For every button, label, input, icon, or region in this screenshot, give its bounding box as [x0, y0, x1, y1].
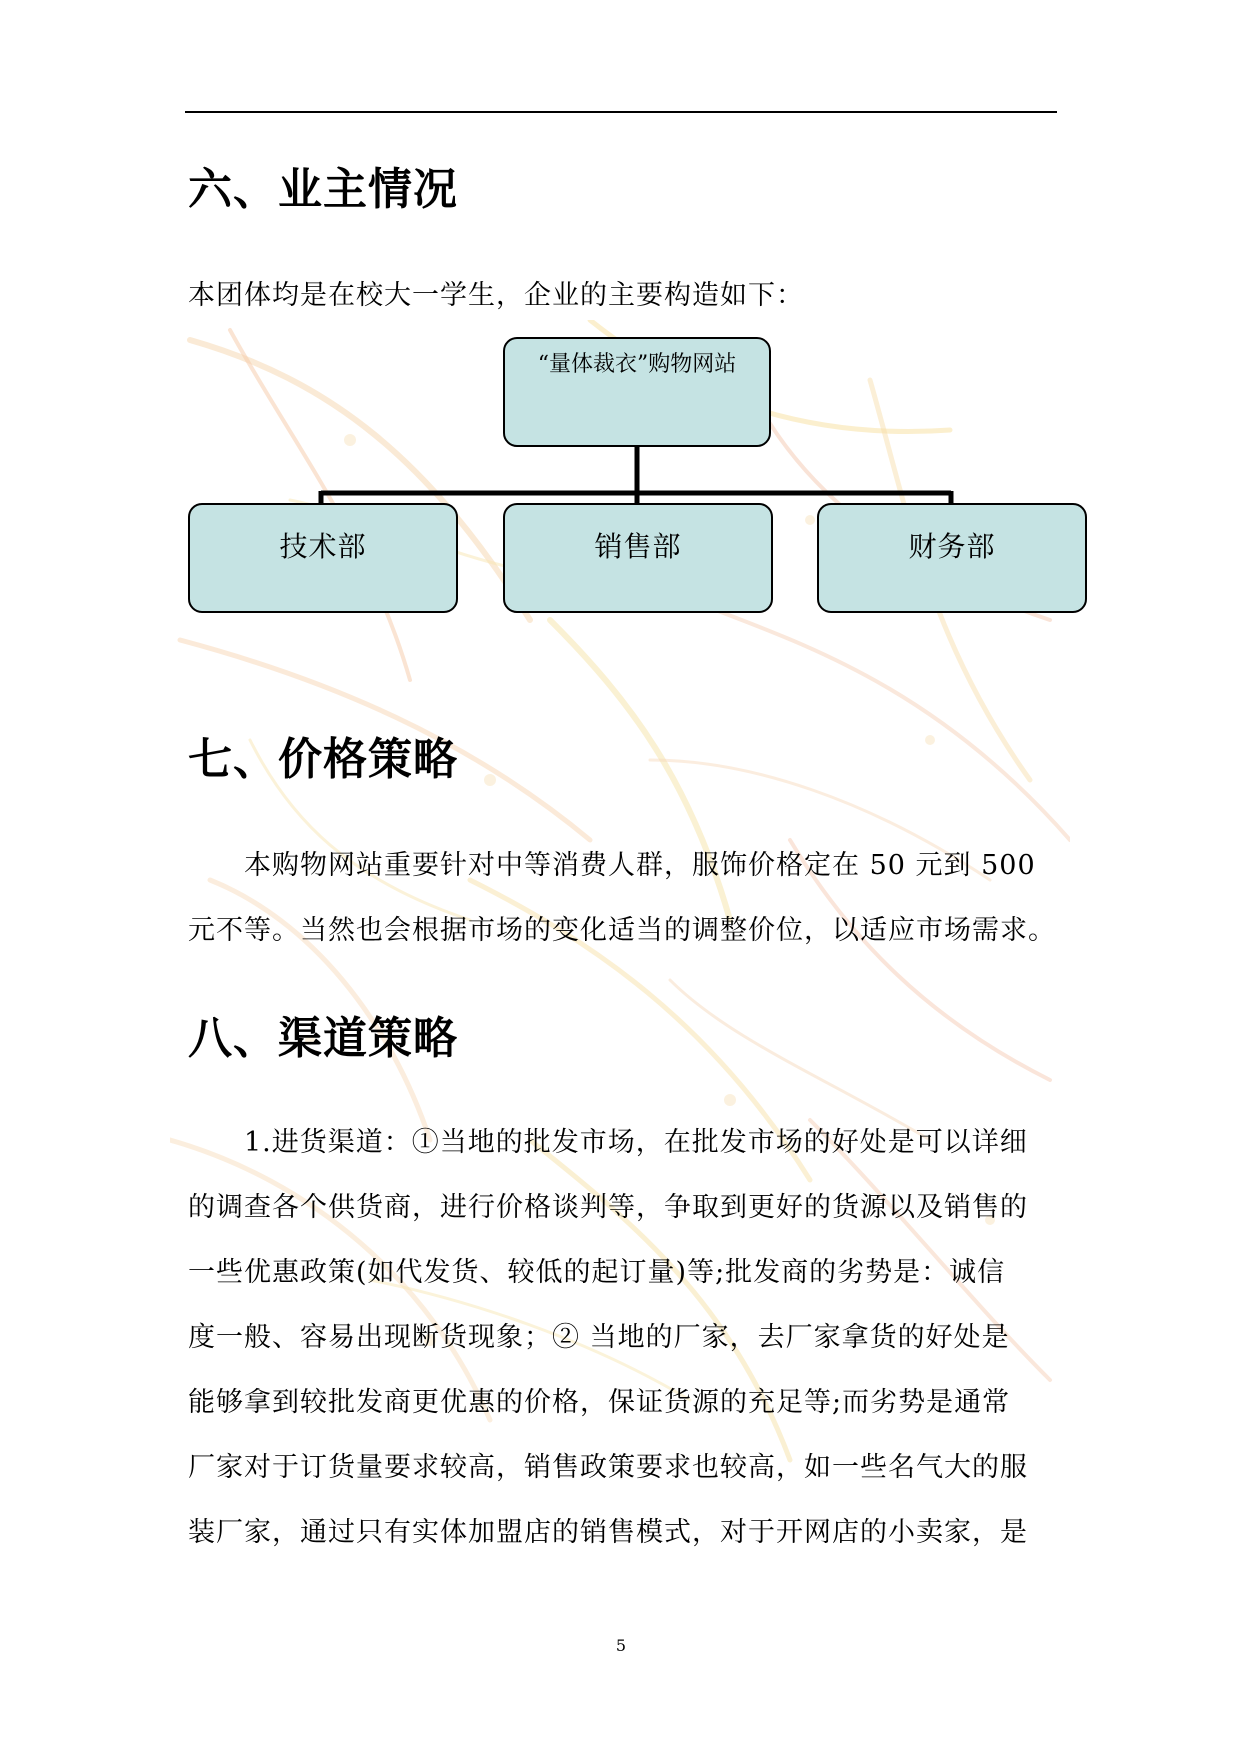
body-line: 本购物网站重要针对中等消费人群，服饰价格定在 50 元到 500 — [244, 850, 1036, 881]
org-box-finance — [817, 503, 1087, 613]
org-box-label: 销售部 — [594, 530, 682, 563]
body-line: 1.进货渠道：①当地的批发市场，在批发市场的好处是可以详细 — [244, 1127, 1028, 1158]
org-box-label: 技术部 — [279, 530, 367, 563]
org-root-label: “量体裁衣”购物网站 — [537, 352, 737, 377]
body-line: 度一般、容易出现断货现象；② 当地的厂家，去厂家拿货的好处是 — [188, 1322, 1010, 1353]
section-6-intro: 本团体均是在校大一学生，企业的主要构造如下： — [188, 280, 804, 311]
body-line: 一些优惠政策(如代发货、较低的起订量)等;批发商的劣势是：诚信 — [188, 1257, 1006, 1288]
section-8-heading: 八、渠道策略 — [188, 1013, 458, 1064]
org-box-sales — [503, 503, 773, 613]
body-line: 厂家对于订货量要求较高，销售政策要求也较高，如一些名气大的服 — [188, 1452, 1028, 1483]
section-6-heading: 六、业主情况 — [188, 164, 458, 215]
org-root-box — [503, 337, 771, 447]
section-7-body — [188, 833, 1058, 963]
org-box-label: 财务部 — [908, 530, 996, 563]
section-7-heading: 七、价格策略 — [188, 734, 458, 785]
org-box-tech — [188, 503, 458, 613]
header-rule — [185, 111, 1057, 113]
body-line: 的调查各个供货商，进行价格谈判等，争取到更好的货源以及销售的 — [188, 1192, 1028, 1223]
section-8-body — [188, 1110, 1058, 1565]
body-line: 能够拿到较批发商更优惠的价格，保证货源的充足等;而劣势是通常 — [188, 1387, 1011, 1418]
page-number: 5 — [615, 1636, 627, 1655]
body-line: 元不等。当然也会根据市场的变化适当的调整价位，以适应市场需求。 — [188, 915, 1056, 946]
body-line: 装厂家，通过只有实体加盟店的销售模式，对于开网店的小卖家，是 — [188, 1517, 1028, 1548]
